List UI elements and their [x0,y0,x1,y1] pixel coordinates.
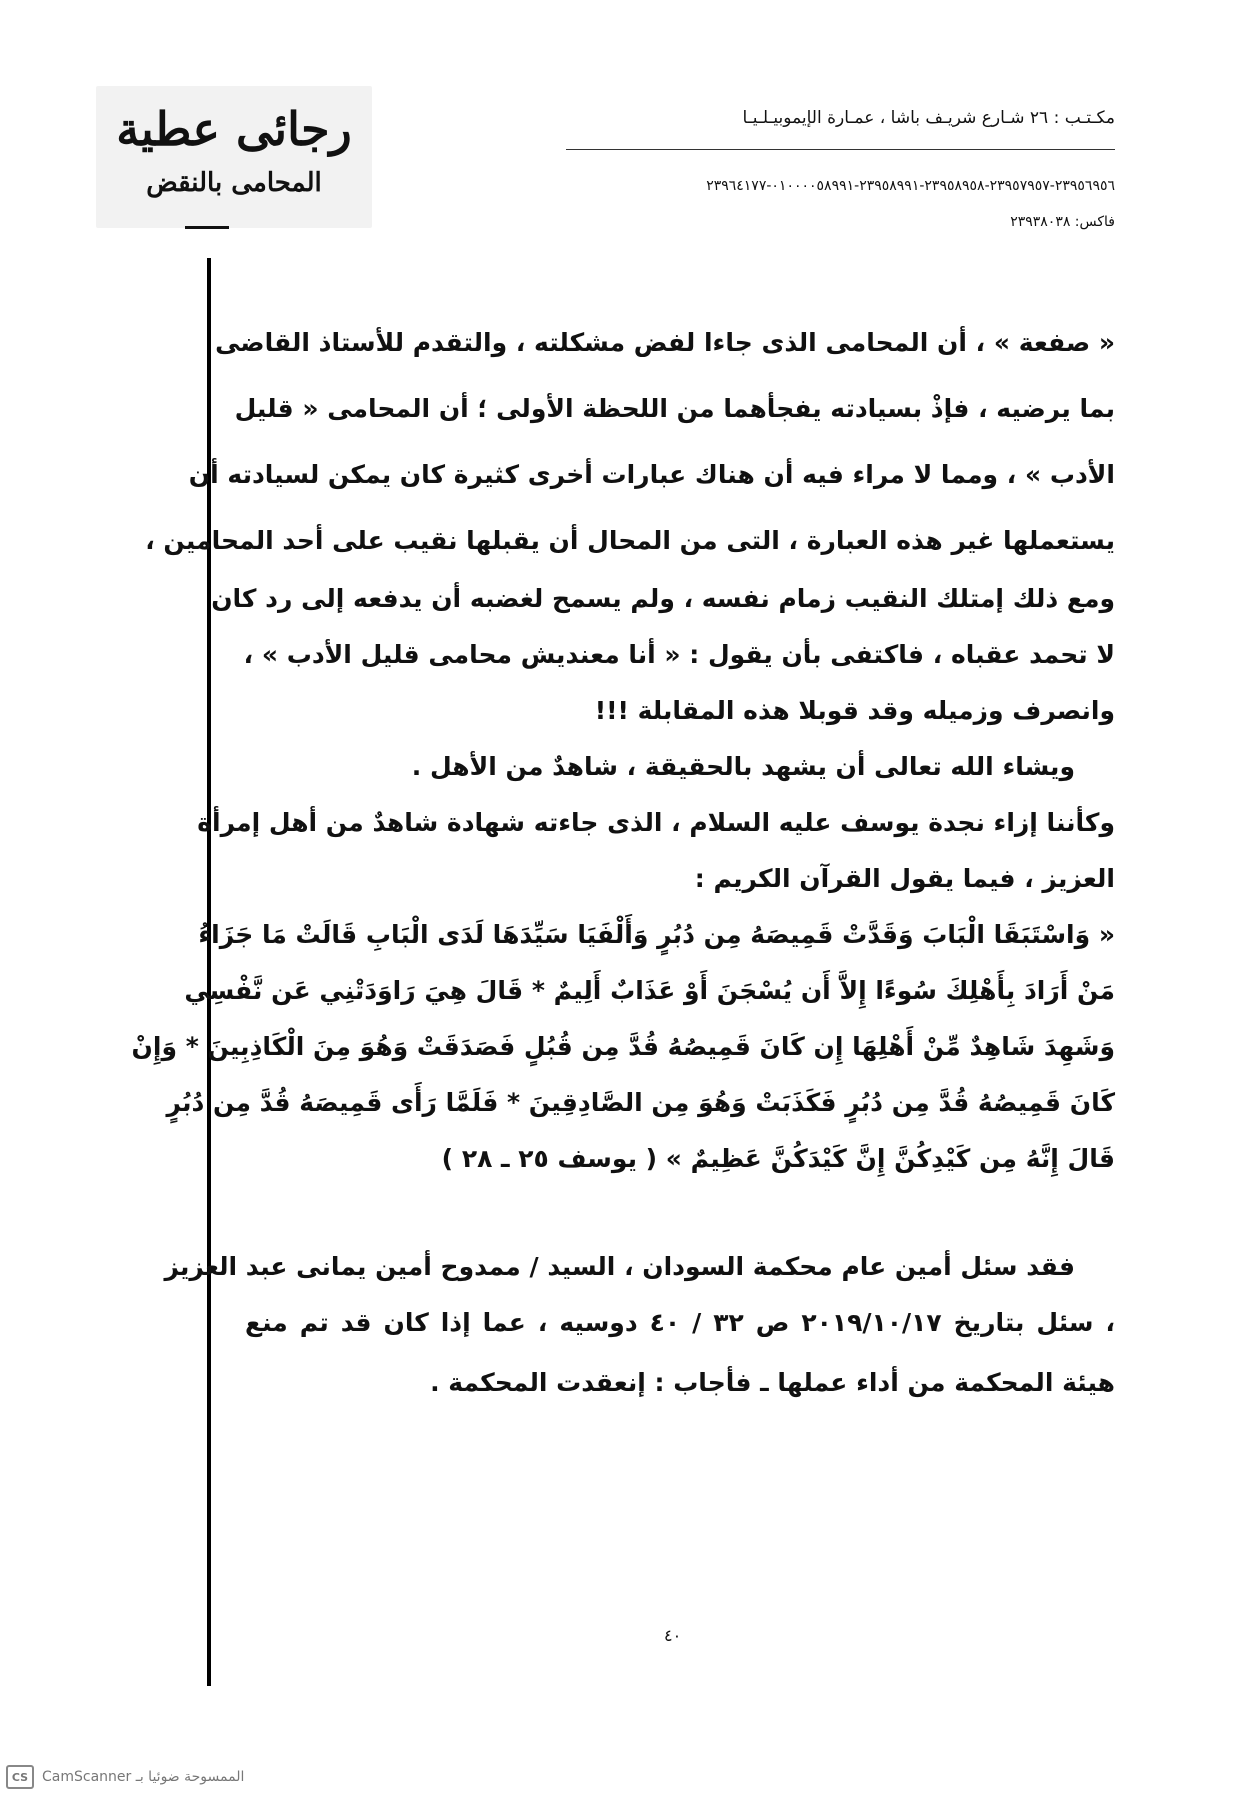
logo [96,86,372,228]
office-address: مكـتـب : ٢٦ شـارع شريـف باشا ، عمـارة الإيموبيـلـيـا [742,108,1115,128]
page-number: ٤٠ [664,1626,682,1645]
camscanner-icon: CS [6,1765,34,1789]
logo-title: المحامى بالنقض [146,168,322,198]
logo-name: رجائى عطية [116,102,352,156]
quran-line: مَنْ أَرَادَ بِأَهْلِكَ سُوءًا إِلاَّ أَن يُسْجَنَ أَوْ عَذَابٌ أَلِيمٌ * قَالَ هِيَ رَاوَدَتْنِي عَن نَّفْسِي [184,976,1115,1005]
quran-line: وَشَهِدَ شَاهِدٌ مِّنْ أَهْلِهَا إِن كَانَ قَمِيصُهُ قُدَّ مِن قُبُلٍ فَصَدَقَتْ وَهُوَ مِنَ الْكَاذِبِينَ * وَإِنْ [131,1032,1115,1061]
text-line: ومع ذلك إمتلك النقيب زمام نفسه ، ولم يسمح لغضبه أن يدفعه إلى رد كان [211,584,1115,613]
text-line: العزيز ، فيما يقول القرآن الكريم : [694,864,1115,893]
text-line: ، سئل بتاريخ ٢٠١٩/١٠/١٧ ص ٣٢ / ٤٠ دوسيه ، عما إذا كان قد تم منع [245,1308,1115,1337]
scanner-footer [6,1764,244,1790]
text-line: فقد سئل أمين عام محكمة السودان ، السيد / ممدوح أمين يمانى عبد العزيز [164,1252,1075,1281]
text-line: وكأننا إزاء نجدة يوسف عليه السلام ، الذى جاءته شهادة شاهدٌ من أهل إمرأة [197,808,1115,837]
text-line: يستعملها غير هذه العبارة ، التى من المحال أن يقبلها نقيب على أحد المحامين ، [145,526,1115,555]
header-divider [566,149,1115,150]
quran-line: « وَاسْتَبَقَا الْبَابَ وَقَدَّتْ قَمِيصَهُ مِن دُبُرٍ وَأَلْفَيَا سَيِّدَهَا لَدَى الْبَابِ قَالَتْ مَا جَزَاءُ [198,920,1115,949]
text-line: هيئة المحكمة من أداء عملها ـ فأجاب : إنعقدت المحكمة . [430,1368,1115,1397]
scanner-watermark-text: CamScanner الممسوحة ضوئيا بـ [42,1769,245,1785]
quran-line: قَالَ إِنَّهُ مِن كَيْدِكُنَّ إِنَّ كَيْدَكُنَّ عَظِيمٌ » ( يوسف ٢٥ ـ ٢٨ ) [441,1144,1115,1173]
text-line: ويشاء الله تعالى أن يشهد بالحقيقة ، شاهدٌ من الأهل . [411,752,1075,781]
text-line: بما يرضيه ، فإذْ بسيادته يفجأهما من اللحظة الأولى ؛ أن المحامى « قليل [234,394,1115,423]
fax-number: فاكس: ٢٣٩٣٨٠٣٨ [1010,214,1115,230]
text-line: لا تحمد عقباه ، فاكتفى بأن يقول : « أنا معنديش محامى قليل الأدب » ، [243,640,1115,669]
text-line: الأدب » ، ومما لا مراء فيه أن هناك عبارات أخرى كثيرة كان يمكن لسيادته أن [188,460,1115,489]
text-line: « صفعة » ، أن المحامى الذى جاءا لفض مشكلته ، والتقدم للأستاذ القاضى [215,328,1115,357]
phone-numbers: ٢٣٩٥٦٩٥٦-٢٣٩٥٧٩٥٧-٢٣٩٥٨٩٥٨-٢٣٩٥٨٩٩١-٠١٠٠٠٠٥٨٩٩١-٢٣٩٦٤١٧٧ [706,178,1115,194]
quran-line: كَانَ قَمِيصُهُ قُدَّ مِن دُبُرٍ فَكَذَبَتْ وَهُوَ مِن الصَّادِقِينَ * فَلَمَّا رَأَى قَمِيصَهُ قُدَّ مِن دُبُرٍ [166,1088,1115,1117]
logo-underline [185,226,229,229]
text-line: وانصرف وزميله وقد قوبلا هذه المقابلة !!! [594,696,1115,725]
